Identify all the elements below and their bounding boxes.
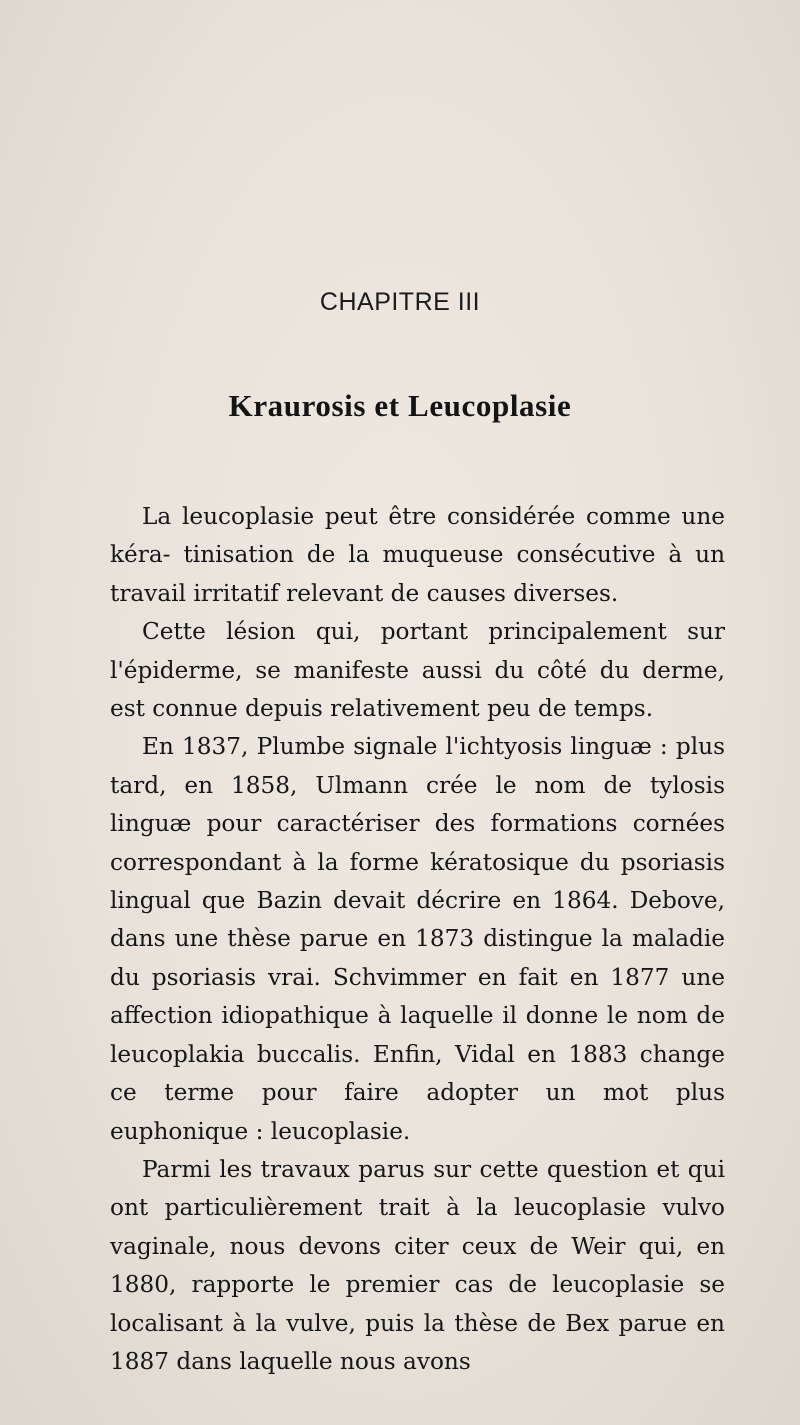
paragraph-3: En 1837, Plumbe signale l'ichtyosis linguæ : plus tard, en 1858, Ulmann crée le nom de tylosis linguæ pour caractériser des formations cornées correspondant à la forme kératosique du psoriasis lingual que Bazin devait décrire en 1864. Debove, dans une thèse parue en 1873 distingue la maladie du psoriasis vrai. Schvimmer en fait en 1877 une affection idiopathique à laquelle il donne le nom de leucoplakia buccalis. Enfin, Vidal en 1883 change ce terme pour faire adopter un mot plus euphonique : leucoplasie.	[110, 733, 725, 1145]
body-text	[110, 498, 725, 1381]
chapter-heading: CHAPITRE III	[319, 288, 481, 316]
paragraph-2: Cette lésion qui, portant principalement sur l'épiderme, se manifeste aussi du côté du derme, est connue depuis relativement peu de temps.	[110, 618, 725, 723]
paragraph-4: Parmi les travaux parus sur cette question et qui ont particulièrement trait à la leucoplasie vulvo vaginale, nous devons citer ceux de Weir qui, en 1880, rapporte le premier cas de leucoplasie se localisant à la vulve, puis la thèse de Bex parue en 1887 dans laquelle nous avons	[110, 1155, 725, 1375]
paragraph-1: La leucoplasie peut être considérée comme une kéra- tinisation de la muqueuse consécutive à un travail irritatif relevant de causes diverses.	[110, 503, 725, 607]
chapter-title: Kraurosis et Leucoplasie	[228, 388, 572, 423]
